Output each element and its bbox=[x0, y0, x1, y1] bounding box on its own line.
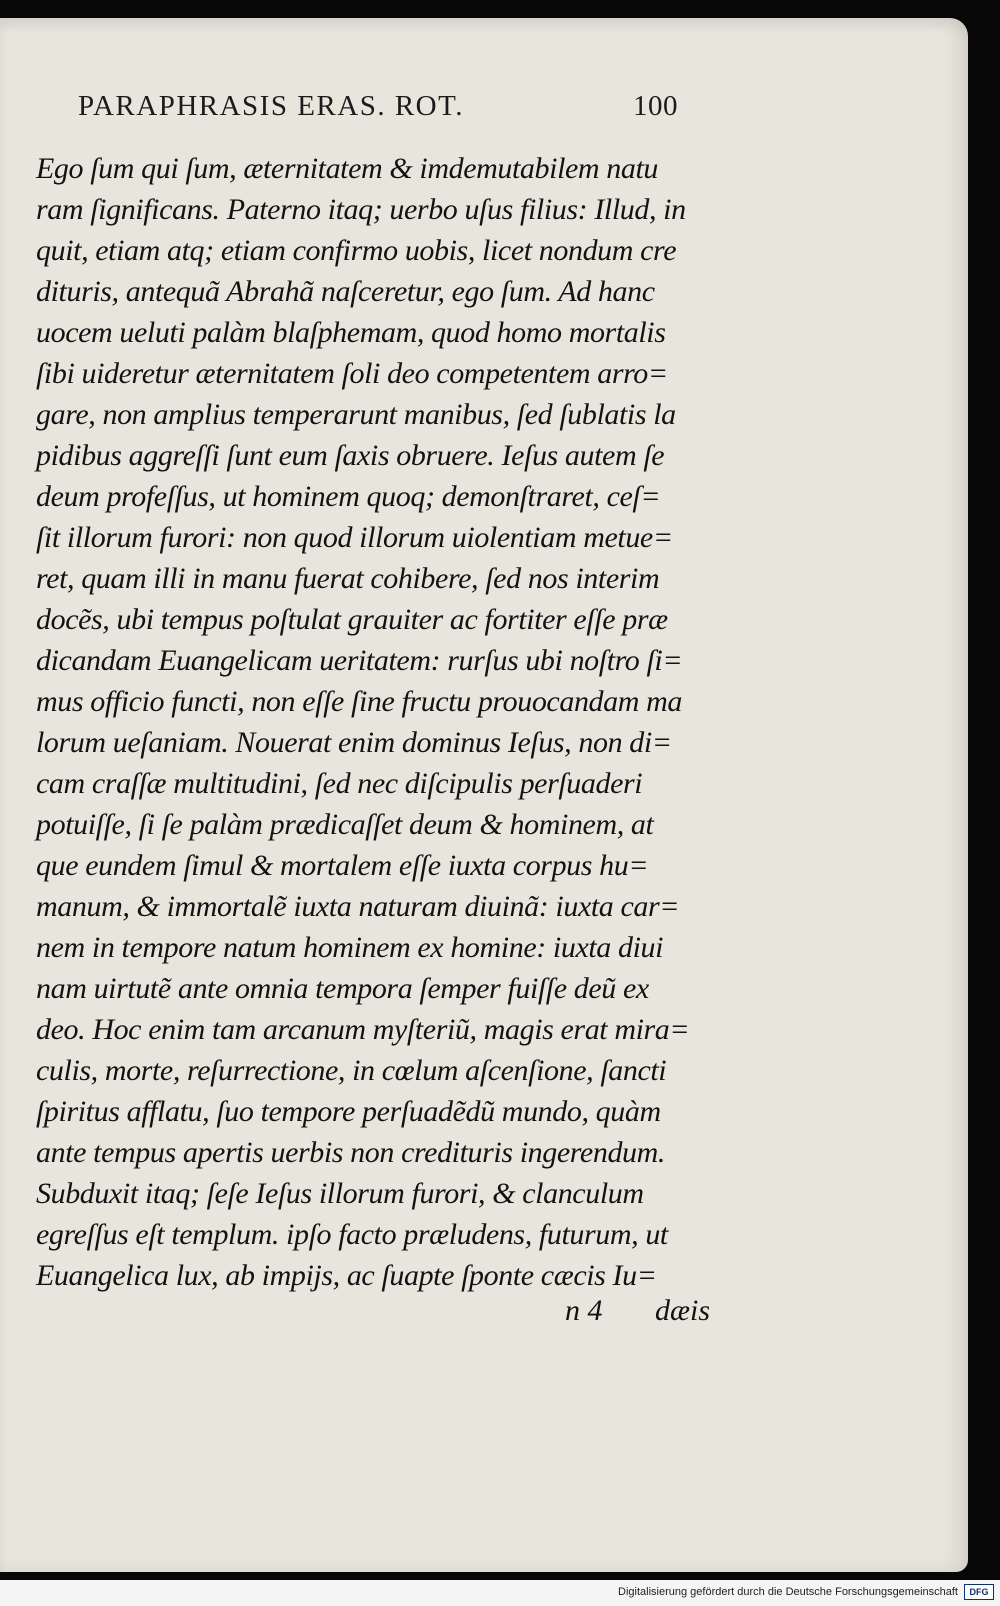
text-line: ſit illorum furori: non quod illorum uiolentiam metue= bbox=[36, 521, 673, 554]
text-line: dicandam Euangelicam ueritatem: rurſus ubi noſtro ſi= bbox=[36, 644, 683, 677]
book-page bbox=[0, 18, 968, 1572]
catchword: dæis bbox=[654, 1294, 710, 1327]
text-line: Euangelica lux, ab impijs, ac ſuapte ſponte cæcis Iu= bbox=[36, 1259, 657, 1292]
text-line: deo. Hoc enim tam arcanum myſteriũ, magis erat mira= bbox=[36, 1013, 690, 1046]
text-line: manum, & immortalẽ iuxta naturam diuinã: iuxta car= bbox=[36, 890, 680, 923]
text-line: ſpiritus afflatu, ſuo tempore perſuadẽdũ mundo, quàm bbox=[36, 1095, 661, 1128]
text-line: deum profeſſus, ut hominem quoq; demonſtraret, ceſ= bbox=[36, 480, 661, 513]
digitization-credit-bar bbox=[0, 1580, 1000, 1606]
text-line: lorum ueſaniam. Nouerat enim dominus Ieſus, non di= bbox=[36, 726, 672, 759]
text-line: pidibus aggreſſi ſunt eum ſaxis obruere. Ieſus autem ſe bbox=[36, 439, 665, 472]
text-line: mus officio functi, non eſſe ſine fructu prouocandam ma bbox=[36, 685, 682, 718]
text-line: cam craſſæ multitudini, ſed nec diſcipulis perſuaderi bbox=[36, 767, 643, 800]
text-line: que eundem ſimul & mortalem eſſe iuxta corpus hu= bbox=[36, 849, 649, 882]
digitization-credit-text: Digitalisierung gefördert durch die Deutsche Forschungsgemeinschaft bbox=[618, 1586, 958, 1598]
text-line: Ego ſum qui ſum, æternitatem & imdemutabilem natu bbox=[36, 152, 659, 185]
text-line: quit, etiam atq; etiam confirmo uobis, licet nondum cre bbox=[36, 234, 677, 267]
dfg-logo-icon: DFG bbox=[964, 1584, 994, 1600]
text-line: ret, quam illi in manu fuerat cohibere, ſed nos interim bbox=[36, 562, 660, 595]
catchline bbox=[565, 1294, 710, 1334]
main-text-block bbox=[36, 148, 726, 1296]
page-content bbox=[0, 18, 968, 1572]
text-line: nam uirtutẽ ante omnia tempora ſemper fuiſſe deũ ex bbox=[36, 972, 649, 1005]
text-line: nem in tempore natum hominem ex homine: iuxta diui bbox=[36, 931, 664, 964]
text-line: docẽs, ubi tempus poſtulat grauiter ac fortiter eſſe præ bbox=[36, 603, 668, 636]
text-line: Subduxit itaq; ſeſe Ieſus illorum furori, & clanculum bbox=[36, 1177, 644, 1210]
text-line: ante tempus apertis uerbis non credituris ingerendum. bbox=[36, 1136, 666, 1169]
text-line: potuiſſe, ſi ſe palàm prædicaſſet deum & hominem, at bbox=[36, 808, 654, 841]
text-line: ram ſignificans. Paterno itaq; uerbo uſus filius: Illud, in bbox=[36, 193, 686, 226]
text-line: gare, non amplius temperarunt manibus, ſed ſublatis la bbox=[36, 398, 676, 431]
running-head-title: PARAPHRASIS ERAS. ROT. bbox=[78, 90, 464, 122]
signature-mark: n 4 bbox=[565, 1294, 603, 1327]
text-line: culis, morte, reſurrectione, in cœlum aſcenſione, ſancti bbox=[36, 1054, 667, 1087]
running-head bbox=[78, 90, 678, 130]
text-line: egreſſus eſt templum. ipſo facto præludens, futurum, ut bbox=[36, 1218, 668, 1251]
text-line: dituris, antequã Abrahã naſceretur, ego ſum. Ad hanc bbox=[36, 275, 655, 308]
text-line: uocem ueluti palàm blaſphemam, quod homo mortalis bbox=[36, 316, 666, 349]
page-number: 100 bbox=[633, 90, 678, 122]
text-line: ſibi uideretur æternitatem ſoli deo competentem arro= bbox=[36, 357, 668, 390]
